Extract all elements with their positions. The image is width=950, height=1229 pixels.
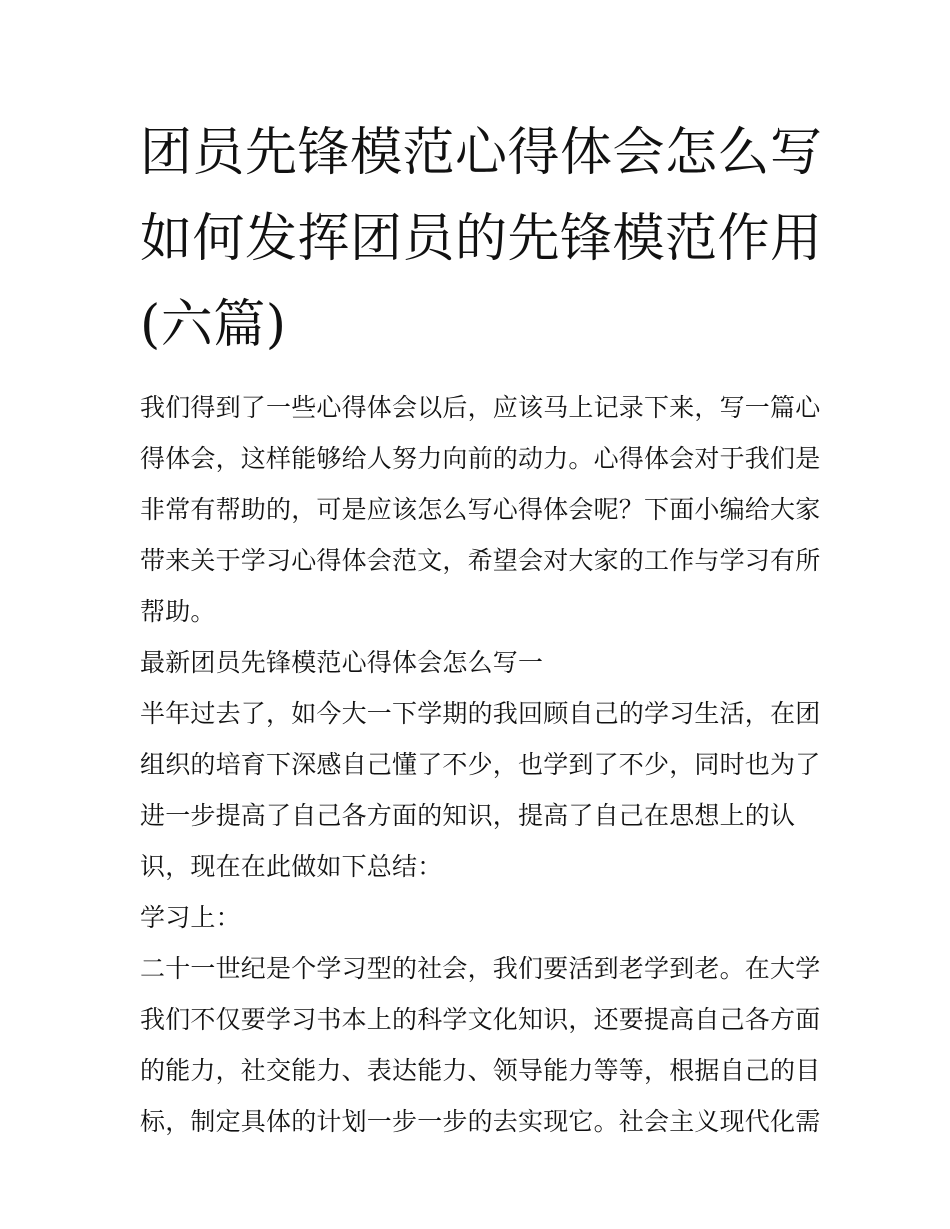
text-line: 帮助。 xyxy=(140,597,216,626)
body-paragraph xyxy=(140,943,820,1147)
document-page xyxy=(140,110,823,1147)
subsection-label xyxy=(140,892,820,943)
text-line: 带来关于学习心得体会范文，希望会对大家的工作与学习有所 xyxy=(140,546,821,575)
body-paragraph xyxy=(140,688,820,892)
text-line: 我们得到了一些心得体会以后，应该马上记录下来，写一篇心 xyxy=(140,393,821,422)
title-line: 团员先锋模范心得体会怎么写 xyxy=(140,123,823,183)
text-line: 组织的培育下深感自己懂了不少，也学到了不少，同时也为了 xyxy=(140,750,821,779)
document-title xyxy=(140,110,823,368)
intro-paragraph xyxy=(140,382,820,637)
text-line: 二十一世纪是个学习型的社会，我们要活到老学到老。在大学 xyxy=(140,954,821,983)
text-line: 非常有帮助的，可是应该怎么写心得体会呢？下面小编给大家 xyxy=(140,495,821,524)
text-line: 进一步提高了自己各方面的知识，提高了自己在思想上的认 xyxy=(140,801,796,830)
section-heading xyxy=(140,637,820,688)
text-line: 学习上： xyxy=(140,903,241,932)
text-line: 得体会，这样能够给人努力向前的动力。心得体会对于我们是 xyxy=(140,444,821,473)
text-line: 标，制定具体的计划一步一步的去实现它。社会主义现代化需 xyxy=(140,1107,821,1136)
text-line: 我们不仅要学习书本上的科学文化知识，还要提高自己各方面 xyxy=(140,1005,821,1034)
text-line: 识，现在在此做如下总结： xyxy=(140,852,443,881)
text-line: 的能力，社交能力、表达能力、领导能力等等，根据自己的目 xyxy=(140,1056,821,1085)
title-line: (六篇) xyxy=(140,295,287,355)
text-line: 最新团员先锋模范心得体会怎么写一 xyxy=(140,648,544,677)
title-line: 如何发挥团员的先锋模范作用 xyxy=(140,209,823,269)
text-line: 半年过去了，如今大一下学期的我回顾自己的学习生活，在团 xyxy=(140,699,821,728)
